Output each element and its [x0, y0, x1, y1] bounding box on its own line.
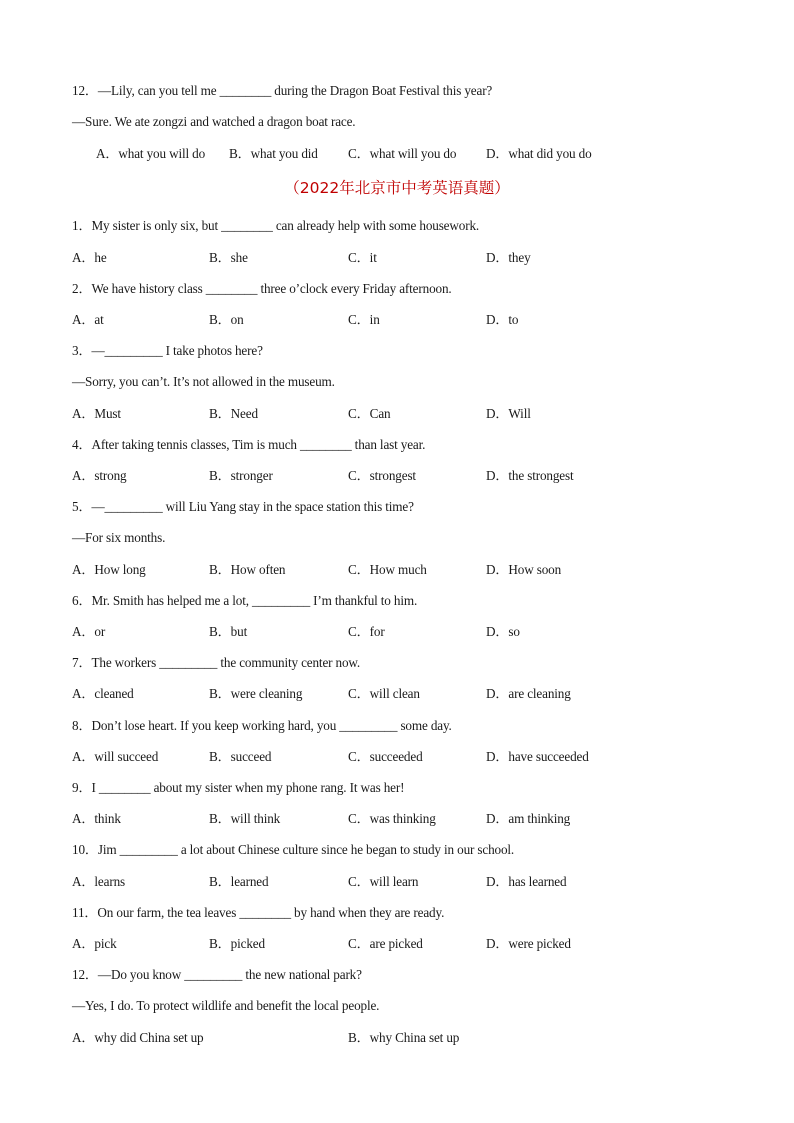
question-stem: 2．We have history class ________ three o’clock every Friday afternoon. [72, 281, 452, 296]
question-stem: 6．Mr. Smith has helped me a lot, _________ I’m thankful to him. [72, 593, 418, 608]
section-title: （2022年北京市中考英语真题） [284, 179, 510, 197]
option-c: C．for [348, 624, 385, 639]
option-b: B．why China set up [348, 1030, 460, 1045]
question-stem: 4．After taking tennis classes, Tim is much ________ than last year. [72, 437, 426, 452]
option-d: D．has learned [486, 874, 567, 889]
option-b: B．she [209, 250, 248, 265]
option-d: D．are cleaning [486, 686, 571, 701]
option-a: A．what you will do [96, 146, 206, 161]
option-a: A．Must [72, 406, 121, 421]
option-b: B．will think [209, 811, 281, 826]
option-d: D．were picked [486, 936, 571, 951]
question-stem: 3．—_________ I take photos here? [72, 343, 263, 358]
option-b: B．but [209, 624, 248, 639]
option-c: C．in [348, 312, 380, 327]
question-stem: 12．—Lily, can you tell me ________ during the Dragon Boat Festival this year? [72, 83, 493, 98]
question-reply: —Yes, I do. To protect wildlife and benefit the local people. [72, 998, 380, 1013]
question-stem: 5．—_________ will Liu Yang stay in the space station this time? [72, 499, 414, 514]
option-b: B．were cleaning [209, 686, 303, 701]
question-stem: 9．I ________ about my sister when my phone rang. It was her! [72, 780, 405, 795]
question-reply: —Sure. We ate zongzi and watched a dragon boat race. [72, 114, 356, 129]
option-b: B．succeed [209, 749, 272, 764]
option-b: B．stronger [209, 468, 273, 483]
option-d: D．so [486, 624, 520, 639]
option-a: A．he [72, 250, 107, 265]
option-a: A．strong [72, 468, 127, 483]
option-c: C．Can [348, 406, 391, 421]
question-stem: 11．On our farm, the tea leaves ________ by hand when they are ready. [72, 905, 445, 920]
option-b: B．what you did [229, 146, 318, 161]
option-a: A．at [72, 312, 104, 327]
option-b: B．on [209, 312, 244, 327]
option-b: B．How often [209, 562, 286, 577]
option-d: D．Will [486, 406, 531, 421]
option-c: C．succeeded [348, 749, 423, 764]
option-b: B．learned [209, 874, 269, 889]
question-reply: —Sorry, you can’t. It’s not allowed in the museum. [72, 374, 335, 389]
option-c: C．will clean [348, 686, 420, 701]
question-reply: —For six months. [72, 530, 166, 545]
option-a: A．or [72, 624, 106, 639]
option-a: A．How long [72, 562, 146, 577]
option-b: B．Need [209, 406, 258, 421]
option-d: D．they [486, 250, 531, 265]
option-d: D．am thinking [486, 811, 571, 826]
question-stem: 8．Don’t lose heart. If you keep working hard, you _________ some day. [72, 718, 452, 733]
question-stem: 1．My sister is only six, but ________ can already help with some housework. [72, 218, 480, 233]
option-a: A．think [72, 811, 121, 826]
option-c: C．How much [348, 562, 427, 577]
option-a: A．learns [72, 874, 125, 889]
option-a: A．pick [72, 936, 117, 951]
question-stem: 7．The workers _________ the community center now. [72, 655, 361, 670]
option-a: A．cleaned [72, 686, 134, 701]
option-d: D．what did you do [486, 146, 592, 161]
option-c: C．was thinking [348, 811, 436, 826]
question-stem: 10．Jim _________ a lot about Chinese culture since he began to study in our school. [72, 842, 515, 857]
option-d: D．to [486, 312, 519, 327]
option-c: C．are picked [348, 936, 423, 951]
option-c: C．strongest [348, 468, 416, 483]
option-c: C．will learn [348, 874, 419, 889]
option-a: A．why did China set up [72, 1030, 204, 1045]
option-c: C．it [348, 250, 377, 265]
option-c: C．what will you do [348, 146, 457, 161]
option-d: D．How soon [486, 562, 562, 577]
question-stem: 12．—Do you know _________ the new national park? [72, 967, 362, 982]
option-d: D．have succeeded [486, 749, 589, 764]
option-a: A．will succeed [72, 749, 159, 764]
option-b: B．picked [209, 936, 265, 951]
option-d: D．the strongest [486, 468, 574, 483]
